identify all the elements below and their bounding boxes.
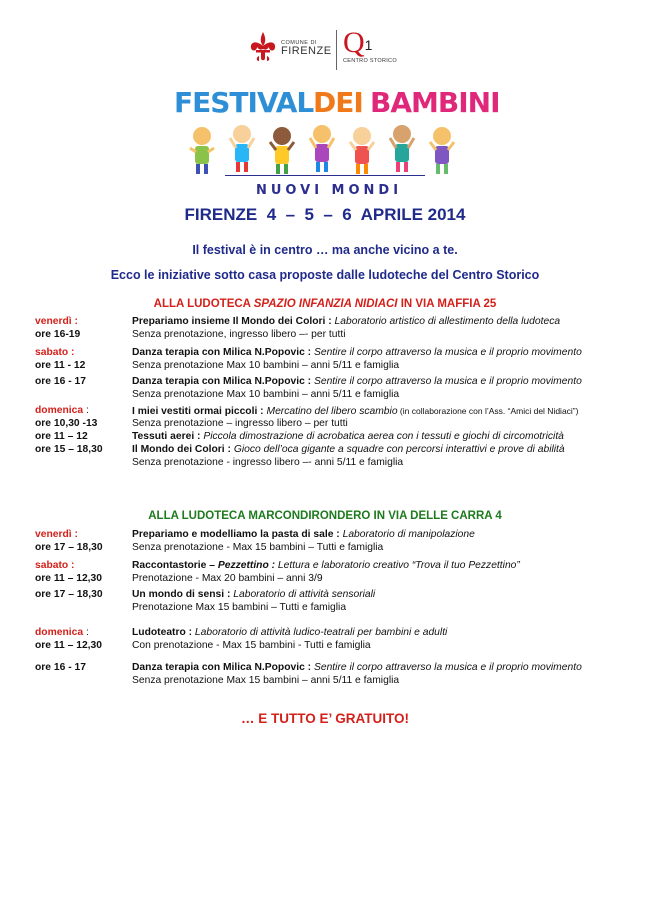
s2-venerdi-label: venerdì : [35, 529, 78, 540]
closing-line: … E TUTTO E’ GRATUITO! [240, 711, 409, 726]
florence-lily-logo [248, 30, 278, 64]
comune-label: COMUNE DI FIRENZE [281, 40, 332, 57]
festival-title-art [170, 84, 500, 184]
banner-rule [225, 175, 425, 176]
festival-title-word-1: FESTIVAL [174, 86, 314, 119]
header-logos [248, 28, 408, 76]
event-dates: FIRENZE 4 – 5 – 6 APRILE 2014 [184, 205, 466, 224]
children-illustration [190, 125, 454, 174]
s1-venerdi-label: venerdì : [35, 316, 78, 327]
s2-sabato-label: sabato : [35, 560, 75, 571]
intro-line-2: Ecco le iniziative sotto casa proposte dalle ludoteche del Centro Storico [110, 268, 540, 282]
festival-title-word-3: BAMBINI [370, 86, 500, 119]
logo-divider [336, 30, 337, 70]
section1-heading: ALLA LUDOTECA SPAZIO INFANZIA NIDIACI IN VIA MAFFIA 25 [153, 298, 497, 310]
banner-subtitle: NUOVI MONDI [256, 183, 403, 198]
s1-sabato-label: sabato : [35, 347, 75, 358]
festival-title-word-2: DEI [313, 86, 363, 119]
intro-line-1: Il festival è in centro … ma anche vicino a te. [192, 243, 458, 257]
q1-logo: Q1 CENTRO STORICO [343, 26, 397, 64]
section2-heading: ALLA LUDOTECA MARCONDIRONDERO IN VIA DELLE CARRA 4 [148, 510, 502, 522]
